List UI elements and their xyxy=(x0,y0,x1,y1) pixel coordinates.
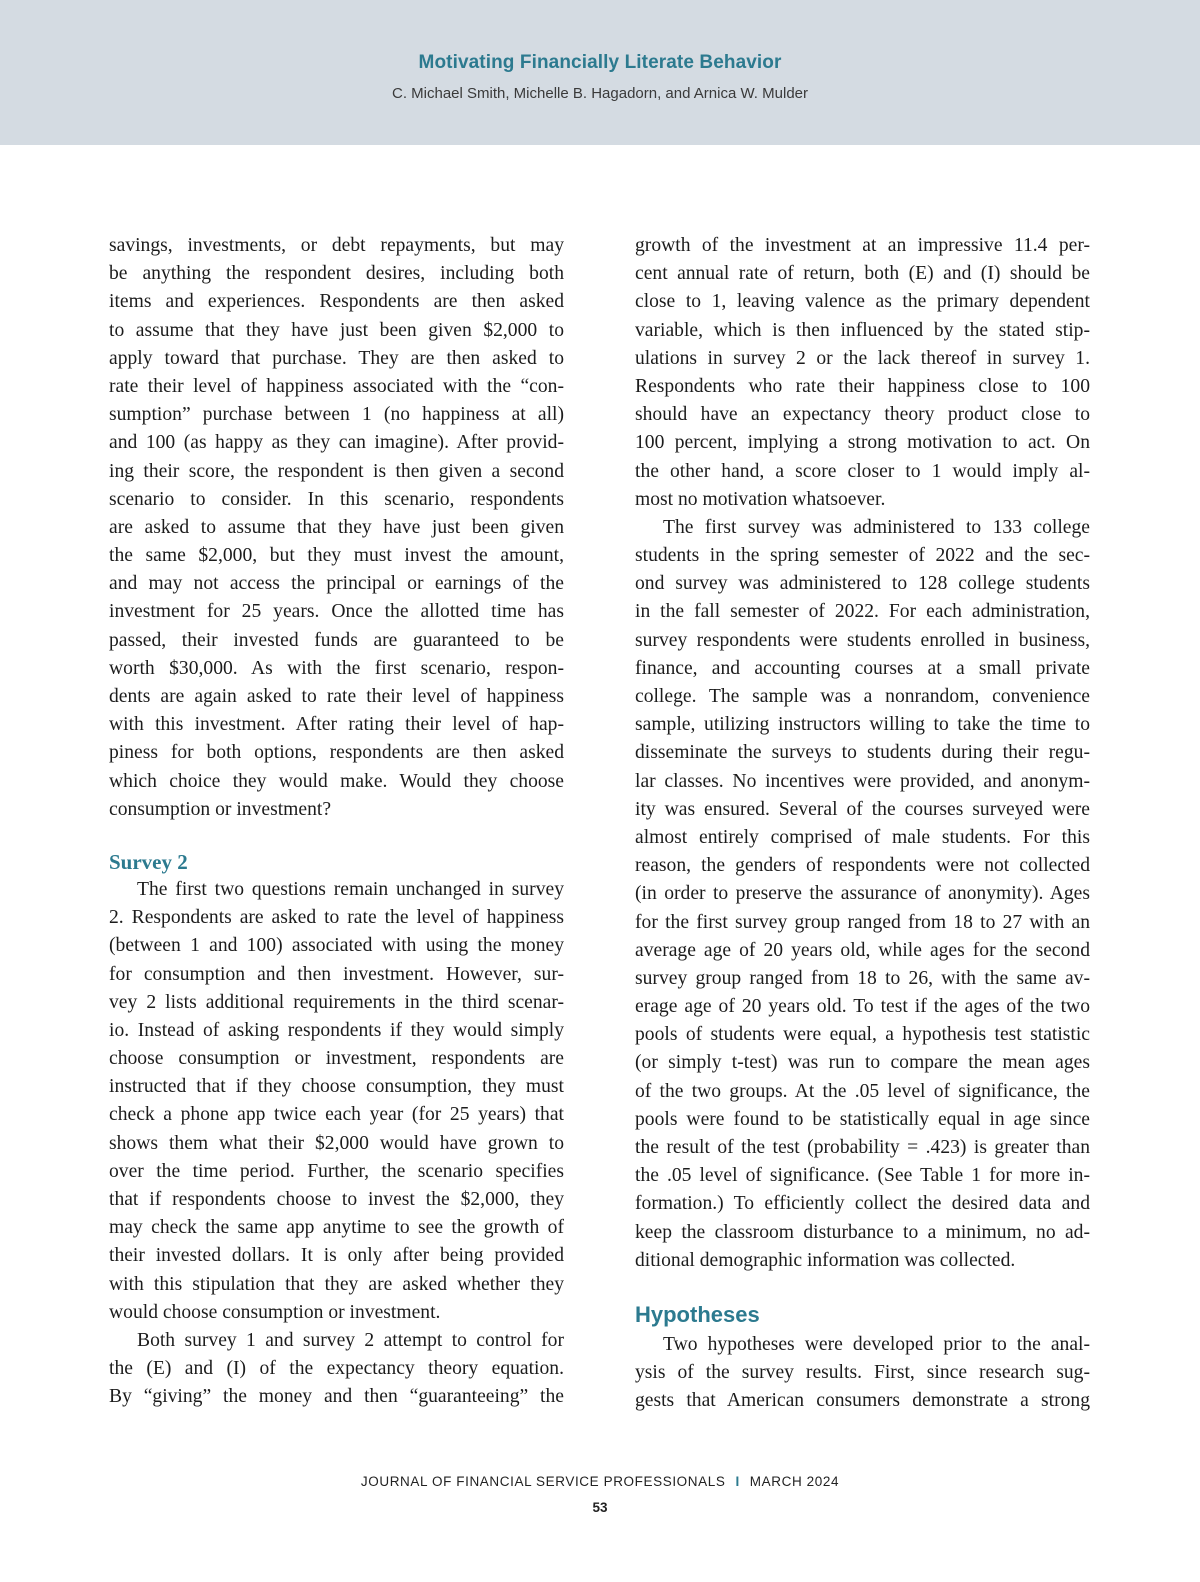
article-title: Motivating Financially Literate Behavior xyxy=(418,52,782,73)
text-line: may check the same app anytime to see the growth of xyxy=(109,1217,564,1239)
text-line: gests that American consumers demonstrate a strong xyxy=(635,1390,1090,1412)
paragraph xyxy=(109,232,564,824)
text-line: The first two questions remain unchanged in survey xyxy=(137,878,564,900)
paragraph xyxy=(109,1327,564,1412)
text-line: and 100 (as happy as they can imagine). After provid- xyxy=(109,432,564,454)
paragraph xyxy=(635,232,1090,514)
text-line: consumption or investment? xyxy=(109,798,332,820)
text-line: Two hypotheses were developed prior to the anal- xyxy=(663,1333,1090,1355)
text-line: students in the spring semester of 2022 and the sec- xyxy=(635,545,1090,567)
text-line: erage age of 20 years old. To test if the ages of the two xyxy=(635,996,1090,1018)
text-line: keep the classroom disturbance to a minimum, no ad- xyxy=(635,1221,1090,1243)
text-line: instructed that if they choose consumption, they must xyxy=(109,1076,564,1098)
section-heading-survey-2: Survey 2 xyxy=(109,849,188,874)
text-line: The first survey was administered to 133 college xyxy=(663,516,1090,538)
text-line: over the time period. Further, the scenario specifies xyxy=(109,1160,564,1182)
text-line: with this stipulation that they are asked whether they xyxy=(109,1273,564,1295)
text-line: in the fall semester of 2022. For each administration, xyxy=(635,601,1090,623)
text-line: items and experiences. Respondents are then asked xyxy=(109,291,564,313)
text-line: dents are again asked to rate their level of happiness xyxy=(109,686,564,707)
text-line: the result of the test (probability = .423) is greater than xyxy=(635,1137,1090,1158)
text-line: scenario to consider. In this scenario, respondents xyxy=(109,488,564,510)
section-heading-hypotheses: Hypotheses xyxy=(635,1301,760,1327)
text-line: ysis of the survey results. First, since research sug- xyxy=(635,1362,1090,1384)
text-line: worth $30,000. As with the first scenario, respon- xyxy=(109,657,564,679)
paragraph xyxy=(635,1331,1090,1416)
text-line: pools were found to be statistically equal in age since xyxy=(635,1108,1090,1130)
paragraph xyxy=(635,514,1090,1275)
text-line: survey group ranged from 18 to 26, with the same av- xyxy=(635,967,1090,989)
left-column xyxy=(109,232,564,1412)
paragraph xyxy=(109,876,564,1327)
text-line: ditional demographic information was collected. xyxy=(635,1249,1016,1271)
text-line: cent annual rate of return, both (E) and (I) should be xyxy=(635,263,1090,285)
text-line: ulations in survey 2 or the lack thereof in survey 1. xyxy=(635,347,1090,369)
text-line: apply toward that purchase. They are then asked to xyxy=(109,347,564,369)
text-line: the same $2,000, but they must invest the amount, xyxy=(109,545,564,567)
text-line: that if respondents choose to invest the $2,000, they xyxy=(109,1189,564,1210)
footer-separator: I xyxy=(735,1474,740,1489)
text-line: college. The sample was a nonrandom, convenience xyxy=(635,686,1090,707)
running-header xyxy=(0,0,1200,145)
text-line: passed, their invested funds are guaranteed to be xyxy=(109,629,564,651)
text-line: most no motivation whatsoever. xyxy=(635,488,886,510)
footer-journal-line xyxy=(0,1474,1200,1489)
text-line: ing their score, the respondent is then given a second xyxy=(109,460,564,482)
text-line: rate their level of happiness associated with the “con- xyxy=(109,375,564,397)
text-line: be anything the respondent desires, including both xyxy=(109,263,564,285)
text-line: ity was ensured. Several of the courses surveyed were xyxy=(635,798,1090,820)
text-line: are asked to assume that they have just been given xyxy=(109,516,564,538)
text-line: would choose consumption or investment. xyxy=(109,1301,441,1323)
text-line: variable, which is then influenced by the stated stip- xyxy=(635,319,1090,341)
text-line: (or simply t-test) was run to compare the mean ages xyxy=(635,1052,1090,1074)
journal-name: JOURNAL OF FINANCIAL SERVICE PROFESSIONALS xyxy=(360,1474,726,1489)
text-line: and may not access the principal or earnings of the xyxy=(109,573,564,595)
text-line: disseminate the surveys to students during their regu- xyxy=(635,742,1090,764)
text-line: formation.) To efficiently collect the desired data and xyxy=(635,1193,1090,1215)
text-line: ond survey was administered to 128 college students xyxy=(635,573,1090,595)
issue-date: MARCH 2024 xyxy=(749,1474,840,1489)
text-line: (between 1 and 100) associated with using the money xyxy=(109,935,564,957)
text-line: lar classes. No incentives were provided, and anonym- xyxy=(635,770,1090,792)
text-line: the other hand, a score closer to 1 would imply al- xyxy=(635,460,1090,482)
text-line: survey respondents were students enrolled in business, xyxy=(635,629,1090,651)
text-line: which choice they would make. Would they choose xyxy=(109,770,564,792)
text-line: By “giving” the money and then “guaranteeing” the xyxy=(109,1386,564,1408)
text-line: the (E) and (I) of the expectancy theory equation. xyxy=(109,1358,564,1380)
text-line: sample, utilizing instructors willing to take the time to xyxy=(635,714,1090,736)
text-line: growth of the investment at an impressive 11.4 per- xyxy=(635,235,1090,256)
right-column xyxy=(635,232,1090,1416)
text-line: savings, investments, or debt repayments, but may xyxy=(109,235,564,256)
text-line: average age of 20 years old, while ages for the second xyxy=(635,939,1090,961)
text-line: (in order to preserve the assurance of anonymity). Ages xyxy=(635,883,1090,905)
text-line: 100 percent, implying a strong motivation to act. On xyxy=(635,432,1090,454)
text-line: almost entirely comprised of male students. For this xyxy=(635,826,1090,848)
text-line: with this investment. After rating their level of hap- xyxy=(109,714,564,736)
text-line: the .05 level of significance. (See Table 1 for more in- xyxy=(635,1165,1090,1187)
text-line: for consumption and then investment. However, sur- xyxy=(109,963,564,985)
text-line: io. Instead of asking respondents if they would simply xyxy=(109,1019,564,1041)
article-authors: C. Michael Smith, Michelle B. Hagadorn, and Arnica W. Mulder xyxy=(391,85,808,102)
text-line: choose consumption or investment, respondents are xyxy=(109,1048,564,1070)
text-line: close to 1, leaving valence as the primary dependent xyxy=(635,291,1090,313)
text-line: of the two groups. At the .05 level of significance, the xyxy=(635,1080,1090,1102)
text-line: should have an expectancy theory product close to xyxy=(635,404,1090,426)
text-line: for the first survey group ranged from 18 to 27 with an xyxy=(635,911,1090,933)
text-line: 2. Respondents are asked to rate the level of happiness xyxy=(109,907,564,929)
text-line: to assume that they have just been given $2,000 to xyxy=(109,319,564,341)
text-line: their invested dollars. It is only after being provided xyxy=(109,1245,564,1267)
text-line: piness for both options, respondents are then asked xyxy=(109,742,564,764)
text-line: reason, the genders of respondents were not collected xyxy=(635,855,1090,877)
text-line: pools of students were equal, a hypothesis test statistic xyxy=(635,1024,1090,1046)
text-line: finance, and accounting courses at a small private xyxy=(635,657,1090,679)
text-line: investment for 25 years. Once the allotted time has xyxy=(109,601,564,623)
page-number: 53 xyxy=(592,1500,608,1515)
text-line: Respondents who rate their happiness close to 100 xyxy=(635,375,1090,397)
text-line: shows them what their $2,000 would have grown to xyxy=(109,1132,564,1154)
text-line: sumption” purchase between 1 (no happiness at all) xyxy=(109,404,564,426)
text-line: Both survey 1 and survey 2 attempt to control for xyxy=(137,1329,564,1351)
text-line: vey 2 lists additional requirements in the third scenar- xyxy=(109,991,564,1013)
text-line: check a phone app twice each year (for 25 years) that xyxy=(109,1104,564,1126)
